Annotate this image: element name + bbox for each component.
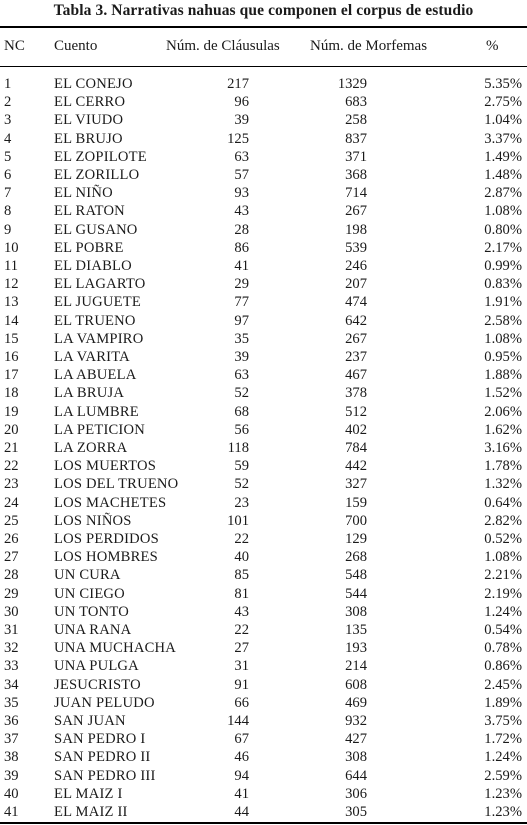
table-row (0, 639, 527, 657)
header-percent: % (486, 38, 499, 54)
row-morfemas: 548 (345, 567, 367, 584)
row-number: 34 (4, 676, 19, 693)
row-number: 39 (4, 767, 19, 784)
row-number: 19 (4, 403, 19, 420)
row-number: 32 (4, 640, 19, 657)
row-morfemas: 267 (345, 330, 367, 347)
row-clausulas: 41 (234, 785, 249, 802)
row-number: 9 (4, 221, 12, 238)
row-percent: 0.52% (484, 531, 522, 547)
table-row (0, 585, 527, 603)
row-number: 3 (4, 112, 12, 129)
row-percent: 1.24% (484, 749, 522, 766)
row-clausulas: 118 (227, 440, 249, 456)
row-clausulas: 56 (234, 421, 249, 438)
row-percent: 0.64% (484, 494, 522, 511)
row-percent: 3.75% (484, 713, 522, 729)
table-row (0, 111, 527, 129)
row-cuento: EL RATON (54, 203, 125, 220)
row-percent: 0.83% (484, 276, 522, 293)
row-clausulas: 101 (227, 512, 249, 529)
row-percent: 1.23% (484, 804, 522, 820)
row-cuento: EL GUSANO (54, 221, 138, 238)
row-cuento: EL MAIZ II (54, 804, 128, 820)
row-number: 25 (4, 512, 19, 529)
row-clausulas: 43 (234, 603, 249, 620)
row-clausulas: 28 (234, 221, 249, 238)
row-cuento: EL JUGUETE (54, 294, 141, 311)
table-header (0, 38, 527, 58)
row-cuento: LA VAMPIRO (54, 330, 144, 347)
row-percent: 2.06% (484, 403, 522, 420)
table-row (0, 621, 527, 639)
row-cuento: LA VARITA (54, 349, 130, 365)
row-clausulas: 29 (234, 276, 249, 293)
row-number: 18 (4, 385, 19, 402)
row-clausulas: 31 (234, 658, 249, 675)
row-number: 27 (4, 549, 19, 566)
row-number: 29 (4, 585, 19, 602)
row-number: 35 (4, 694, 19, 711)
row-number: 13 (4, 294, 19, 311)
row-percent: 1.88% (484, 367, 522, 384)
table-row (0, 512, 527, 530)
row-cuento: LA ZORRA (54, 440, 128, 456)
row-number: 38 (4, 749, 19, 766)
row-percent: 5.35% (484, 76, 522, 92)
table-row (0, 166, 527, 184)
row-number: 24 (4, 494, 19, 511)
row-morfemas: 644 (345, 767, 367, 784)
row-cuento: EL LAGARTO (54, 276, 146, 293)
row-clausulas: 40 (234, 549, 249, 566)
row-percent: 1.32% (484, 476, 522, 493)
row-morfemas: 308 (345, 603, 367, 620)
row-morfemas: 159 (345, 494, 367, 511)
row-clausulas: 97 (234, 312, 249, 329)
row-percent: 1.04% (484, 112, 522, 129)
row-morfemas: 932 (345, 713, 367, 729)
row-morfemas: 306 (345, 785, 367, 802)
row-number: 5 (4, 148, 12, 165)
row-clausulas: 63 (234, 148, 249, 165)
row-cuento: LOS NIÑOS (54, 512, 132, 529)
row-percent: 1.78% (484, 458, 522, 475)
row-cuento: LOS MUERTOS (54, 458, 157, 475)
row-clausulas: 66 (234, 694, 249, 711)
table-caption: Tabla 3. Narrativas nahuas que componen el corpus de estudio (53, 2, 474, 19)
row-clausulas: 23 (234, 494, 249, 511)
row-morfemas: 837 (345, 130, 367, 147)
row-number: 15 (4, 330, 19, 347)
table-row (0, 475, 527, 493)
row-percent: 0.54% (484, 622, 522, 638)
row-cuento: LA BRUJA (54, 385, 125, 402)
row-cuento: LOS PERDIDOS (54, 531, 159, 547)
row-cuento: LOS HOMBRES (54, 549, 158, 566)
row-percent: 1.08% (484, 203, 522, 220)
row-clausulas: 44 (234, 804, 249, 820)
row-morfemas: 193 (345, 640, 367, 657)
row-number: 40 (4, 785, 19, 802)
row-clausulas: 46 (234, 749, 249, 766)
row-number: 17 (4, 367, 19, 384)
table-row (0, 439, 527, 457)
table-row (0, 566, 527, 584)
row-morfemas: 784 (345, 440, 367, 456)
row-percent: 1.08% (484, 330, 522, 347)
row-morfemas: 427 (345, 731, 367, 748)
table-row (0, 384, 527, 402)
row-percent: 1.62% (484, 421, 522, 438)
table-row (0, 712, 527, 730)
row-cuento: UN CURA (54, 567, 121, 584)
row-clausulas: 91 (234, 676, 249, 693)
table-row (0, 803, 527, 821)
row-percent: 1.08% (484, 549, 522, 566)
table-row (0, 148, 527, 166)
table-row (0, 348, 527, 366)
row-morfemas: 539 (345, 239, 367, 256)
row-number: 4 (4, 130, 12, 147)
row-clausulas: 22 (234, 622, 249, 638)
row-percent: 2.87% (484, 185, 522, 202)
row-number: 33 (4, 658, 19, 675)
row-cuento: UNA RANA (54, 622, 132, 638)
row-morfemas: 474 (345, 294, 367, 311)
row-clausulas: 144 (227, 713, 249, 729)
row-clausulas: 59 (234, 458, 249, 475)
row-percent: 1.48% (484, 167, 522, 183)
table-row (0, 748, 527, 766)
table-row (0, 239, 527, 257)
row-clausulas: 86 (234, 239, 249, 256)
row-number: 6 (4, 167, 12, 183)
table-row (0, 330, 527, 348)
row-number: 37 (4, 731, 19, 748)
row-number: 12 (4, 276, 19, 293)
row-morfemas: 442 (345, 458, 367, 475)
row-percent: 2.21% (484, 567, 522, 584)
row-percent: 0.99% (484, 258, 522, 274)
table-row (0, 366, 527, 384)
row-clausulas: 217 (227, 76, 249, 92)
table-row (0, 184, 527, 202)
row-cuento: EL TRUENO (54, 312, 136, 329)
row-cuento: LA ABUELA (54, 367, 137, 384)
row-number: 36 (4, 713, 19, 729)
bottom-rule (0, 822, 527, 824)
table-row (0, 403, 527, 421)
row-percent: 2.17% (484, 239, 522, 256)
row-number: 31 (4, 622, 19, 638)
row-percent: 2.58% (484, 312, 522, 329)
row-number: 8 (4, 203, 12, 220)
table-row (0, 202, 527, 220)
row-cuento: EL POBRE (54, 239, 124, 256)
row-cuento: SAN PEDRO II (54, 749, 151, 766)
table-row (0, 75, 527, 93)
row-cuento: EL BRUJO (54, 130, 123, 147)
row-morfemas: 714 (345, 185, 367, 202)
row-morfemas: 198 (345, 221, 367, 238)
row-percent: 1.49% (484, 148, 522, 165)
row-cuento: LOS DEL TRUENO (54, 476, 179, 493)
row-cuento: EL ZOPILOTE (54, 148, 147, 165)
row-morfemas: 642 (345, 312, 367, 329)
row-clausulas: 68 (234, 403, 249, 420)
table-row (0, 694, 527, 712)
row-cuento: EL DIABLO (54, 258, 132, 274)
row-clausulas: 52 (234, 385, 249, 402)
table-row (0, 530, 527, 548)
row-morfemas: 305 (345, 804, 367, 820)
header-morfemas: Núm. de Morfemas (310, 38, 428, 54)
row-cuento: SAN PEDRO III (54, 767, 156, 784)
row-morfemas: 368 (345, 167, 367, 183)
table-row (0, 293, 527, 311)
row-percent: 1.24% (484, 603, 522, 620)
row-clausulas: 96 (234, 94, 249, 111)
row-percent: 1.23% (484, 785, 522, 802)
row-number: 10 (4, 239, 19, 256)
header-rule (0, 66, 527, 67)
row-cuento: EL VIUDO (54, 112, 124, 129)
top-rule (0, 26, 527, 28)
row-clausulas: 85 (234, 567, 249, 584)
row-morfemas: 246 (345, 258, 367, 274)
row-cuento: EL CONEJO (54, 76, 133, 92)
row-clausulas: 22 (234, 531, 249, 547)
row-morfemas: 608 (345, 676, 367, 693)
row-clausulas: 57 (234, 167, 249, 183)
row-morfemas: 237 (345, 349, 367, 365)
row-cuento: LA LUMBRE (54, 403, 139, 420)
table-row (0, 221, 527, 239)
table-row (0, 130, 527, 148)
table-row (0, 603, 527, 621)
row-number: 20 (4, 421, 19, 438)
row-cuento: SAN JUAN (54, 713, 126, 729)
row-percent: 1.52% (484, 385, 522, 402)
row-number: 28 (4, 567, 19, 584)
row-morfemas: 308 (345, 749, 367, 766)
row-clausulas: 39 (234, 112, 249, 129)
row-morfemas: 1329 (337, 76, 367, 92)
row-morfemas: 378 (345, 385, 367, 402)
row-percent: 2.19% (484, 585, 522, 602)
row-number: 14 (4, 312, 19, 329)
row-morfemas: 214 (345, 658, 367, 675)
row-percent: 3.16% (484, 440, 522, 456)
row-percent: 0.86% (484, 658, 522, 675)
row-number: 1 (4, 76, 12, 92)
row-clausulas: 93 (234, 185, 249, 202)
row-percent: 1.72% (484, 731, 522, 748)
row-cuento: SAN PEDRO I (54, 731, 146, 748)
row-cuento: UNA PULGA (54, 658, 139, 675)
row-number: 23 (4, 476, 19, 493)
row-morfemas: 258 (345, 112, 367, 129)
table-row (0, 767, 527, 785)
row-clausulas: 52 (234, 476, 249, 493)
row-morfemas: 469 (345, 694, 367, 711)
row-morfemas: 467 (345, 367, 367, 384)
row-number: 22 (4, 458, 19, 475)
header-nc: NC (4, 38, 25, 54)
row-number: 21 (4, 440, 19, 456)
row-clausulas: 63 (234, 367, 249, 384)
row-clausulas: 27 (234, 640, 249, 657)
header-cuento: Cuento (54, 38, 98, 54)
row-percent: 0.80% (484, 221, 522, 238)
row-cuento: UN TONTO (54, 603, 129, 620)
row-number: 7 (4, 185, 12, 202)
row-morfemas: 268 (345, 549, 367, 566)
row-percent: 2.75% (484, 94, 522, 111)
row-morfemas: 267 (345, 203, 367, 220)
row-cuento: LOS MACHETES (54, 494, 167, 511)
row-number: 41 (4, 804, 19, 820)
row-clausulas: 125 (227, 130, 249, 147)
table-row (0, 275, 527, 293)
table-row (0, 494, 527, 512)
row-number: 16 (4, 349, 19, 365)
table-row (0, 548, 527, 566)
row-cuento: LA PETICION (54, 421, 145, 438)
row-clausulas: 39 (234, 349, 249, 365)
row-number: 2 (4, 94, 12, 111)
table-row (0, 312, 527, 330)
table-row (0, 257, 527, 275)
row-number: 26 (4, 531, 19, 547)
row-number: 30 (4, 603, 19, 620)
row-cuento: EL MAIZ I (54, 785, 123, 802)
row-clausulas: 43 (234, 203, 249, 220)
row-clausulas: 41 (234, 258, 249, 274)
row-cuento: JUAN PELUDO (54, 694, 155, 711)
row-percent: 1.89% (484, 694, 522, 711)
row-clausulas: 94 (234, 767, 249, 784)
header-clausulas: Núm. de Cláusulas (166, 38, 280, 54)
row-clausulas: 35 (234, 330, 249, 347)
row-morfemas: 683 (345, 94, 367, 111)
row-cuento: JESUCRISTO (54, 676, 141, 693)
table-row (0, 676, 527, 694)
table-row (0, 421, 527, 439)
row-percent: 0.95% (484, 349, 522, 365)
row-morfemas: 207 (345, 276, 367, 293)
row-clausulas: 81 (234, 585, 249, 602)
row-morfemas: 135 (345, 622, 367, 638)
row-morfemas: 700 (345, 512, 367, 529)
row-percent: 2.59% (484, 767, 522, 784)
row-percent: 0.78% (484, 640, 522, 657)
row-clausulas: 77 (234, 294, 249, 311)
row-morfemas: 129 (345, 531, 367, 547)
row-percent: 2.82% (484, 512, 522, 529)
row-cuento: EL NIÑO (54, 185, 113, 202)
row-cuento: EL CERRO (54, 94, 126, 111)
row-morfemas: 327 (345, 476, 367, 493)
row-percent: 1.91% (484, 294, 522, 311)
row-morfemas: 371 (345, 148, 367, 165)
row-cuento: EL ZORILLO (54, 167, 140, 183)
table-row (0, 785, 527, 803)
table-row (0, 93, 527, 111)
row-percent: 2.45% (484, 676, 522, 693)
row-cuento: UN CIEGO (54, 585, 125, 602)
table-row (0, 730, 527, 748)
table-row (0, 457, 527, 475)
row-number: 11 (4, 258, 19, 274)
row-morfemas: 544 (345, 585, 367, 602)
table-row (0, 657, 527, 675)
row-morfemas: 402 (345, 421, 367, 438)
row-clausulas: 67 (234, 731, 249, 748)
row-cuento: UNA MUCHACHA (54, 640, 176, 657)
row-percent: 3.37% (484, 130, 522, 147)
row-morfemas: 512 (345, 403, 367, 420)
